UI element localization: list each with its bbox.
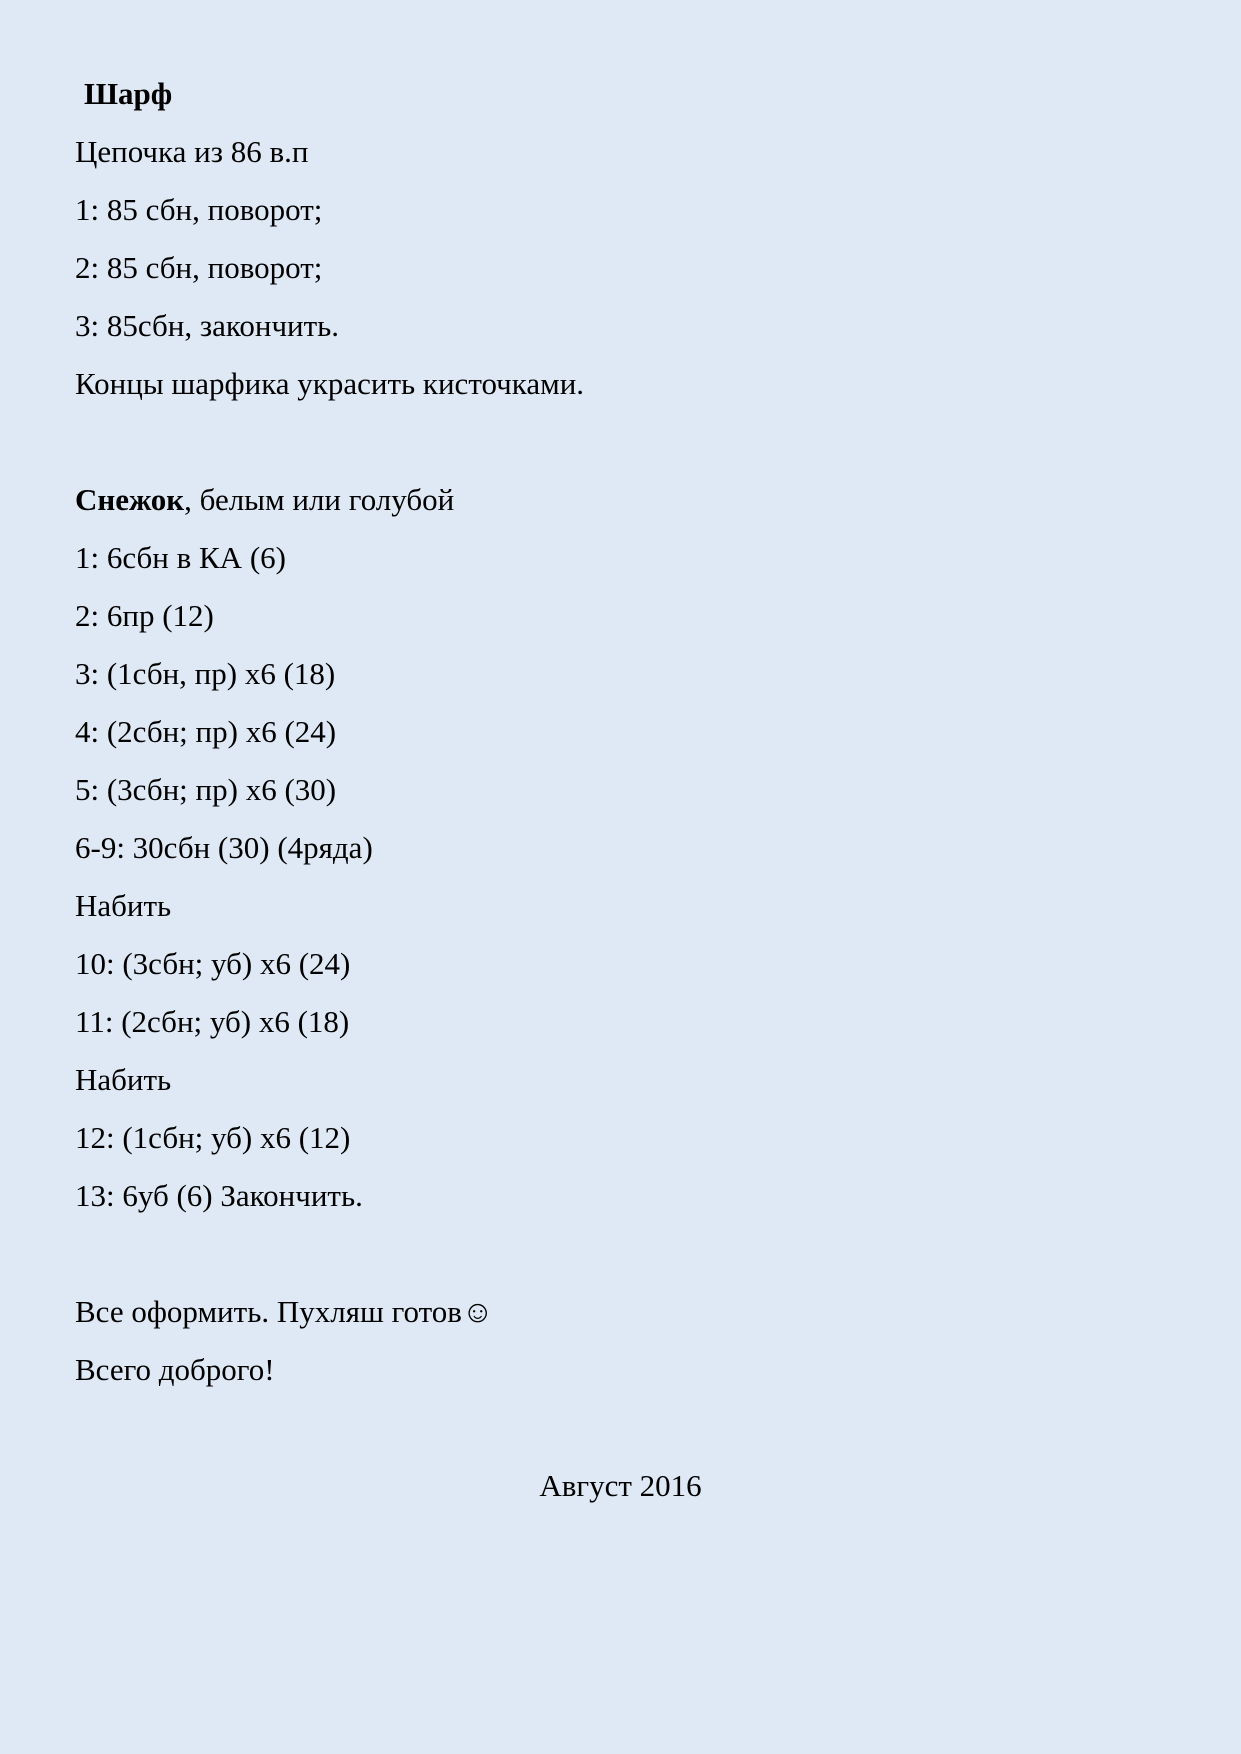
- scarf-line-1: Цепочка из 86 в.п: [75, 134, 309, 169]
- closing-line-1: Все оформить. Пухляш готов☺: [75, 1294, 494, 1329]
- snowball-row-5: 5: (3сбн; пр) х6 (30): [75, 772, 337, 807]
- scarf-line-4: 3: 85сбн, закончить.: [75, 308, 340, 343]
- snowball-stuff-1: Набить: [75, 888, 172, 923]
- scarf-heading: Шарф: [84, 76, 173, 111]
- snowball-row-13: 13: 6уб (6) Закончить.: [75, 1178, 363, 1213]
- scarf-line-2: 1: 85 сбн, поворот;: [75, 192, 323, 227]
- snowball-heading-line: [75, 482, 454, 518]
- snowball-row-2: 2: 6пр (12): [75, 598, 214, 633]
- scarf-line-3: 2: 85 сбн, поворот;: [75, 250, 323, 285]
- snowball-heading: Снежок: [75, 482, 185, 517]
- snowball-row-4: 4: (2сбн; пр) х6 (24): [75, 714, 337, 749]
- snowball-row-10: 10: (3сбн; уб) х6 (24): [75, 946, 351, 981]
- snowball-row-11: 11: (2сбн; уб) х6 (18): [75, 1004, 350, 1039]
- snowball-heading-suffix: , белым или голубой: [184, 482, 455, 517]
- snowball-row-1: 1: 6сбн в КА (6): [75, 540, 286, 575]
- snowball-row-3: 3: (1сбн, пр) х6 (18): [75, 656, 336, 691]
- snowball-row-12: 12: (1сбн; уб) х6 (12): [75, 1120, 351, 1155]
- scarf-line-5: Концы шарфика украсить кисточками.: [75, 366, 585, 401]
- document-date: Август 2016: [539, 1468, 702, 1503]
- snowball-row-6-9: 6-9: 30сбн (30) (4ряда): [75, 830, 373, 865]
- snowball-stuff-2: Набить: [75, 1062, 172, 1097]
- closing-line-2: Всего доброго!: [75, 1352, 275, 1387]
